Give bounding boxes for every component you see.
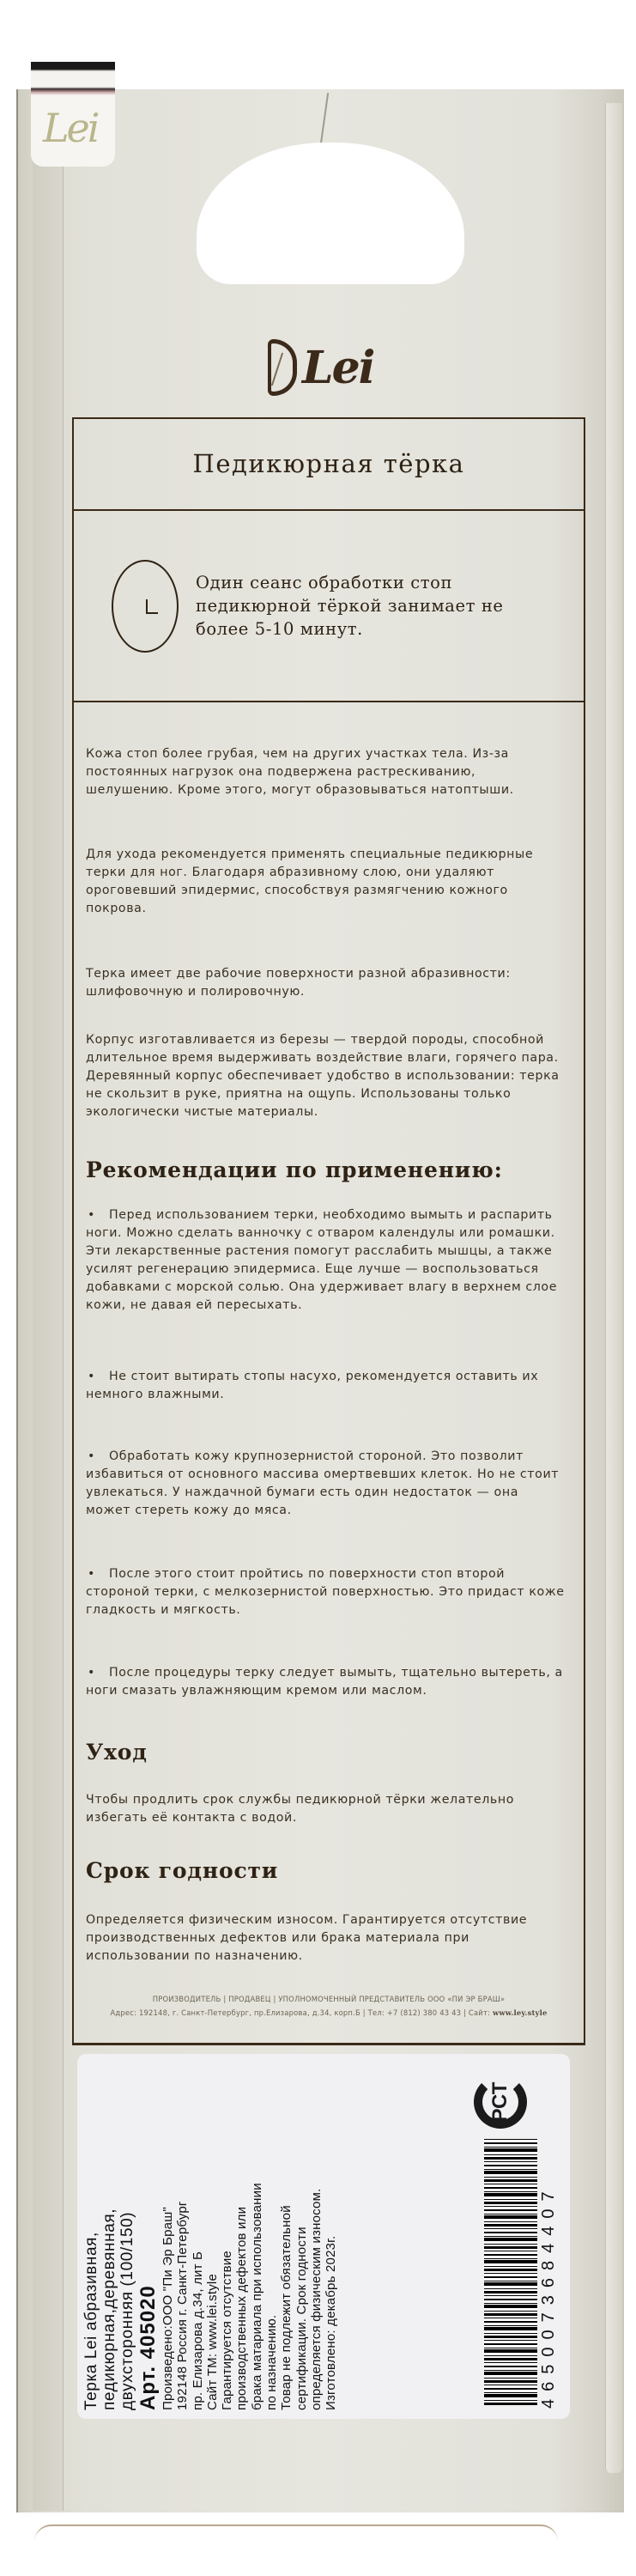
recommendation-item: • Перед использованием терки, необходимо вымыть и распарить ноги. Можно сделать ванночку с отваром календулы или ромашки. Эти лекарственные растения помогут расслабить мышцы, а также усилят регенерацию эпидермиса. Еще лучше — воспользоваться добавками с морской солью. Она удерживает влагу в верхнем слое кожи, не давая ей пересыхать. xyxy=(86,1206,566,1315)
sticker-info-line: Товар не подлежит обязательной xyxy=(279,2205,294,2410)
brand-logo-text: Lei xyxy=(302,341,374,394)
manufacturer-info xyxy=(72,1992,585,2020)
product-sticker xyxy=(77,2054,570,2419)
manufacturer-roles: ПРОИЗВОДИТЕЛЬ | ПРОДАВЕЦ | УПОЛНОМОЧЕННЫЙ ПРЕДСТАВИТЕЛЬ ООО «ПИ ЭР БРАШ» xyxy=(152,1995,506,2003)
sticker-rotated-content xyxy=(77,2054,570,2419)
sticker-info-line: Сайт ТМ: www.lei.style xyxy=(204,2273,220,2410)
description-paragraph: Терка имеет две рабочие поверхности разной абразивности: шлифовочную и полировочную. xyxy=(86,967,511,999)
mini-tag-logo: Lei xyxy=(43,105,98,151)
recommendation-item: • Не стоит вытирать стопы насухо, рекомендуется оставить их немного влажными. xyxy=(86,1368,566,1404)
brand-logo xyxy=(268,333,388,402)
sticker-info-line: по назначению. xyxy=(264,2314,280,2410)
manufacturer-contacts xyxy=(72,2006,585,2020)
info-content xyxy=(72,702,585,2044)
clock-icon xyxy=(112,560,179,653)
certification-mark-icon xyxy=(474,2075,527,2129)
shelf-life-text: Определяется физическим износом. Гарантируется отсутствие производственных дефектов или брака материала при использовании по назначению. xyxy=(86,1913,528,1963)
description-paragraph: Корпус изготавливается из березы — твердой породы, способной длительное время выдерживать воздействие влаги, горячего пара. Деревянный корпус обеспечивает удобство в использовании: терка не скользит в руке, приятна на ощупь. Использованы только экологически чистые материалы. xyxy=(86,1033,560,1119)
care-heading: Уход xyxy=(86,1740,148,1765)
sticker-info-line: 192148 Россия г. Санкт-Петербург xyxy=(175,2201,191,2410)
recommendation-item: • После процедуры терку следует вымыть, тщательно вытереть, а ноги смазать увлажняющим кремом или маслом. xyxy=(86,1664,566,1700)
leaf-icon xyxy=(268,339,297,396)
sticker-info-line: Изготовлено: декабрь 2023г. xyxy=(324,2235,339,2410)
description-paragraph: Для ухода рекомендуется применять специальные педикюрные терки для ног. Благодаря абразивному слою, они удаляют ороговевший эпидермис, способствуя размягчению кожного покрова. xyxy=(86,848,534,915)
sticker-name-line: двухсторонняя (100/150) xyxy=(118,2211,136,2410)
product-tag xyxy=(31,62,115,167)
barcode-icon xyxy=(484,2139,537,2405)
recommendations-heading: Рекомендации по применению: xyxy=(86,1157,503,1182)
manufacturer-address: Адрес: 192148, г. Санкт-Петербург, пр.Елизарова, д.34, корп.Б | Тел: +7 (812) 380 43 43 | Сайт: xyxy=(110,2008,491,2017)
sticker-name-line: педикюрная,деревянная, xyxy=(100,2208,118,2410)
sticker-info-line: сертификации. Срок годности xyxy=(294,2227,309,2410)
sticker-info-line: определяется физическим износом. xyxy=(308,2188,324,2410)
panel-divider xyxy=(72,2043,585,2045)
blister-right-edge xyxy=(605,103,622,2473)
sticker-article: Арт. 405020 xyxy=(136,2285,160,2410)
shelf-life-heading: Срок годности xyxy=(86,1858,279,1883)
recommendation-item: • Обработать кожу крупнозернистой стороной. Это позволит избавиться от основного массива омертвевших клеток. Но не стоит увлекаться. У наждачной бумаги есть один недостаток — она может стереть кожу до мяса. xyxy=(86,1448,566,1520)
sticker-info-line: брака матариала при использовании xyxy=(249,2183,264,2410)
description-paragraph: Кожа стоп более грубая, чем на других участках тела. Из-за постоянных нагрузок она подвержена растрескиванию, шелушению. Кроме этого, могут образовываться натоптыши. xyxy=(86,747,514,797)
time-note-text: Один сеанс обработки стоп педикюрной тёркой занимает не более 5-10 минут. xyxy=(196,573,504,639)
recommendation-item: • После этого стоит пройтись по поверхности стоп второй стороной терки, с мелкозернистой поверхностью. Это придаст коже гладкость и мягкость. xyxy=(86,1565,566,1619)
blister-bottom-edge xyxy=(34,2524,558,2550)
product-title: Педикюрная тёрка xyxy=(192,448,465,478)
sticker-info-line: пр. Елизарова д.34, лит Б xyxy=(190,2251,205,2410)
sticker-info-line: Произведено:ООО "Пи Эр Браш" xyxy=(161,2206,175,2410)
certification-mark-text: РСТ xyxy=(488,2081,512,2123)
manufacturer-site: www.ley.style xyxy=(492,2008,548,2017)
time-note-box xyxy=(72,511,585,702)
sticker-info-line: Гарантируется отсутствие xyxy=(220,2251,235,2410)
title-box xyxy=(72,417,585,511)
barcode-number: 4650073684407 xyxy=(539,2184,558,2409)
sticker-info-line: производственных дефектов или xyxy=(234,2206,250,2410)
care-text: Чтобы продлить срок службы педикюрной тёрки желательно избегать её контакта с водой. xyxy=(86,1793,514,1825)
blister-left-edge xyxy=(33,89,64,2511)
sticker-name-line: Терка Lei абразивная, xyxy=(82,2232,100,2410)
